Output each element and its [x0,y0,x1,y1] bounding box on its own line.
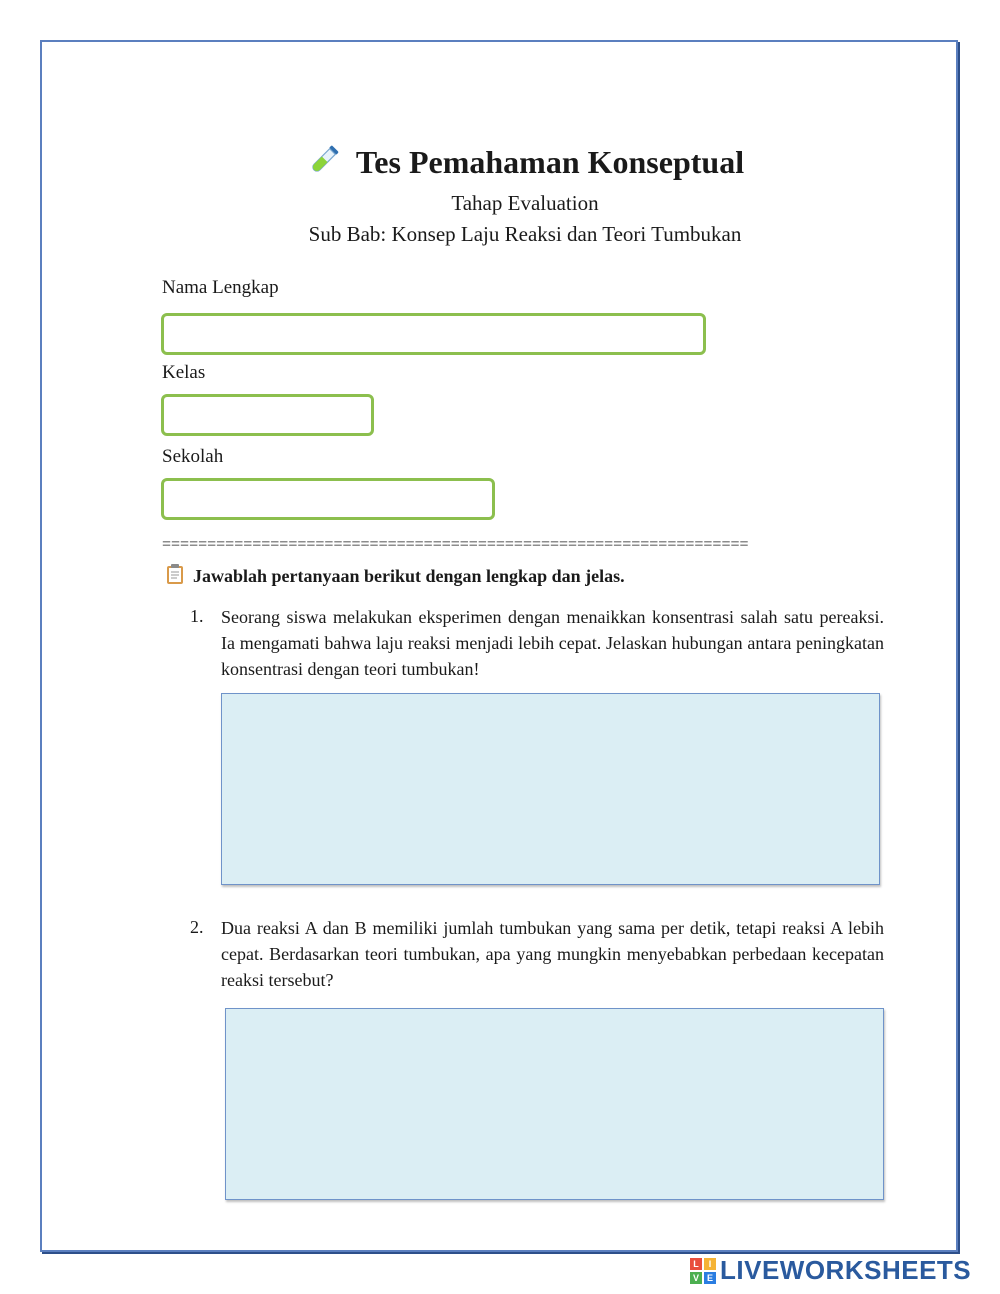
answer-2-textarea[interactable] [225,1008,884,1200]
divider-line: ================================================================= [162,536,749,553]
answer-1-textarea[interactable] [221,693,880,885]
page-subtitle: Tahap Evaluation [451,191,599,215]
instruction-text: Jawablah pertanyaan berikut dengan lengkap dan jelas. [193,566,625,586]
logo-letter: V [690,1272,702,1284]
question-2-text: Dua reaksi A dan B memiliki jumlah tumbukan yang sama per detik, tetapi reaksi A lebih cepat. Berdasarkan teori tumbukan, apa yang mungkin menyebabkan perbedaan kecepatan reaksi tersebut? [221,918,884,990]
question-1-number: 1. [190,606,204,626]
question-2-number: 2. [190,917,204,937]
logo-letter: I [704,1258,716,1270]
test-tube-icon [306,142,342,183]
name-label: Nama Lengkap [162,277,279,298]
liveworksheets-logo[interactable] [690,1255,971,1286]
logo-letter: E [704,1272,716,1284]
logo-grid-icon [690,1258,716,1284]
title-row [0,142,1000,183]
logo-letter: L [690,1258,702,1270]
brand-name: LIVEWORKSHEETS [720,1255,972,1285]
class-input[interactable] [161,394,374,436]
school-input[interactable] [161,478,495,520]
sub-section-title: Sub Bab: Konsep Laju Reaksi dan Teori Tumbukan [308,222,742,246]
page-title: Tes Pemahaman Konseptual [355,144,745,180]
name-input[interactable] [161,313,706,355]
clipboard-icon [165,563,185,590]
instruction [165,563,625,590]
class-label: Kelas [162,362,206,383]
school-label: Sekolah [162,446,224,467]
question-1-text: Seorang siswa melakukan eksperimen dengan menaikkan konsentrasi salah satu pereaksi. Ia mengamati bahwa laju reaksi menjadi lebih cepat. Jelaskan hubungan antara peningkatan konsentrasi dengan teori tumbukan! [221,607,884,679]
